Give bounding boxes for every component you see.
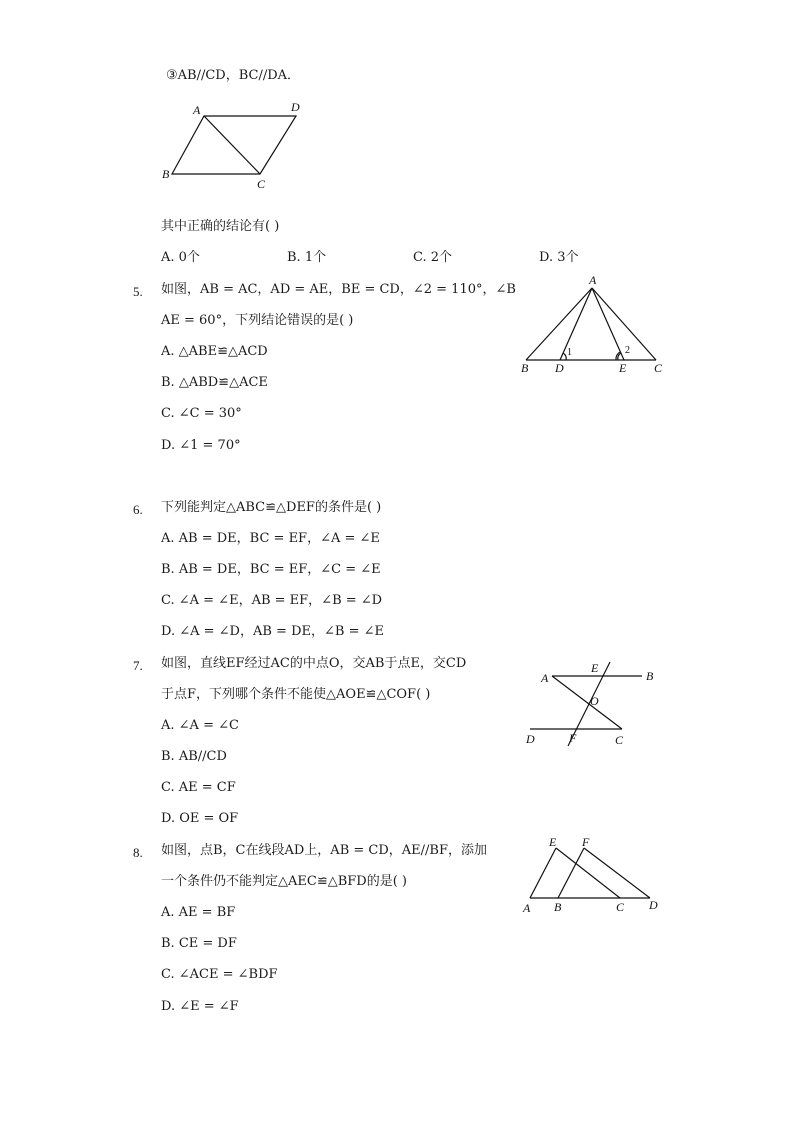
segment-ec [556,848,620,898]
q5-option-a[interactable]: A. △ABE≌△ACD [161,344,268,359]
q4-option-a[interactable]: A. 0个 [161,250,200,265]
q7-option-b[interactable]: B. AB//CD [161,749,227,764]
segment-fd [584,848,650,898]
label-a: A [193,103,201,117]
label-b: B [521,361,529,375]
label-b: B [646,669,654,683]
label-o: O [590,694,599,708]
label-a: A [541,671,549,685]
label-b: B [162,167,170,181]
q6-stem-line1: 下列能判定△ABC≌△DEF的条件是( ) [161,500,382,515]
label-c: C [615,733,624,747]
q6-option-d[interactable]: D. ∠A = ∠D，AB = DE，∠B = ∠E [161,624,384,639]
q4-question: 其中正确的结论有( ) [161,219,280,234]
q8-option-a[interactable]: A. AE = BF [161,905,236,920]
q7-option-a[interactable]: A. ∠A = ∠C [161,718,239,733]
q7-option-d[interactable]: D. OE = OF [161,811,239,826]
label-c: C [654,361,663,375]
segment-ab [526,288,592,360]
parallelogram-abcd [172,116,296,174]
q8-option-b[interactable]: B. CE = DF [161,936,237,951]
q5-triangle-figure [518,274,666,378]
q7-option-c[interactable]: C. AE = CF [161,780,236,795]
q4-option-b[interactable]: B. 1个 [287,250,327,265]
label-e: E [549,835,557,849]
q7-number: 7. [133,658,143,673]
q7-stem-line1: 如图，直线EF经过AC的中点O，交AB于点E，交CD [161,656,467,671]
label-d: D [649,898,658,912]
label-a: A [589,273,597,287]
segment-bf [558,848,584,898]
label-e: E [619,361,627,375]
angle-2-label: 2 [625,345,630,356]
label-c: C [616,900,625,914]
label-a: A [523,901,531,915]
label-e: E [591,661,599,675]
segment-ae [530,848,556,898]
q5-stem-line2: AE = 60°，下列结论错误的是( ) [161,313,354,328]
q8-stem-line1: 如图，点B，C在线段AD上，AB = CD，AE//BF，添加 [161,843,487,858]
label-b: B [554,900,562,914]
q8-number: 8. [133,845,143,860]
q8-stem-line2: 一个条件仍不能判定△AEC≌△BFD的是( ) [161,874,407,889]
q8-option-d[interactable]: D. ∠E = ∠F [161,999,239,1014]
label-d: D [526,732,535,746]
q4-option-d[interactable]: D. 3个 [539,250,579,265]
angle-1-arc [563,353,566,360]
angle-1-label: 1 [567,347,572,358]
q6-number: 6. [133,502,143,517]
label-d: D [555,361,564,375]
diagonal-ac [204,116,260,174]
label-f: F [582,835,590,849]
q5-option-d[interactable]: D. ∠1 = 70° [161,438,241,453]
segment-ad [560,288,592,360]
q4-option-c[interactable]: C. 2个 [413,250,453,265]
q5-option-b[interactable]: B. △ABD≌△ACE [161,375,268,390]
q6-option-b[interactable]: B. AB = DE，BC = EF，∠C = ∠E [161,562,381,577]
segment-ac [552,676,622,729]
label-d: D [291,100,300,114]
q5-option-c[interactable]: C. ∠C = 30° [161,406,242,421]
label-c: C [257,177,266,191]
q7-parallel-lines-figure [522,652,668,750]
q8-option-c[interactable]: C. ∠ACE = ∠BDF [161,967,278,982]
q6-option-a[interactable]: A. AB = DE，BC = EF，∠A = ∠E [161,531,380,546]
q5-stem-line1: 如图，AB = AC，AD = AE，BE = CD，∠2 = 110°，∠B [161,282,516,297]
segment-ac [592,288,656,360]
label-f: F [569,731,577,745]
q8-triangles-figure [518,832,666,918]
segment-ae [592,288,624,360]
q4-item3-text: ③AB//CD，BC//DA． [166,68,301,83]
q6-option-c[interactable]: C. ∠A = ∠E，AB = EF，∠B = ∠D [161,593,383,608]
q5-number: 5. [133,284,143,299]
q4-parallelogram-figure [158,96,308,192]
q7-stem-line2: 于点F，下列哪个条件不能使△AOE≌△COF( ) [161,687,431,702]
